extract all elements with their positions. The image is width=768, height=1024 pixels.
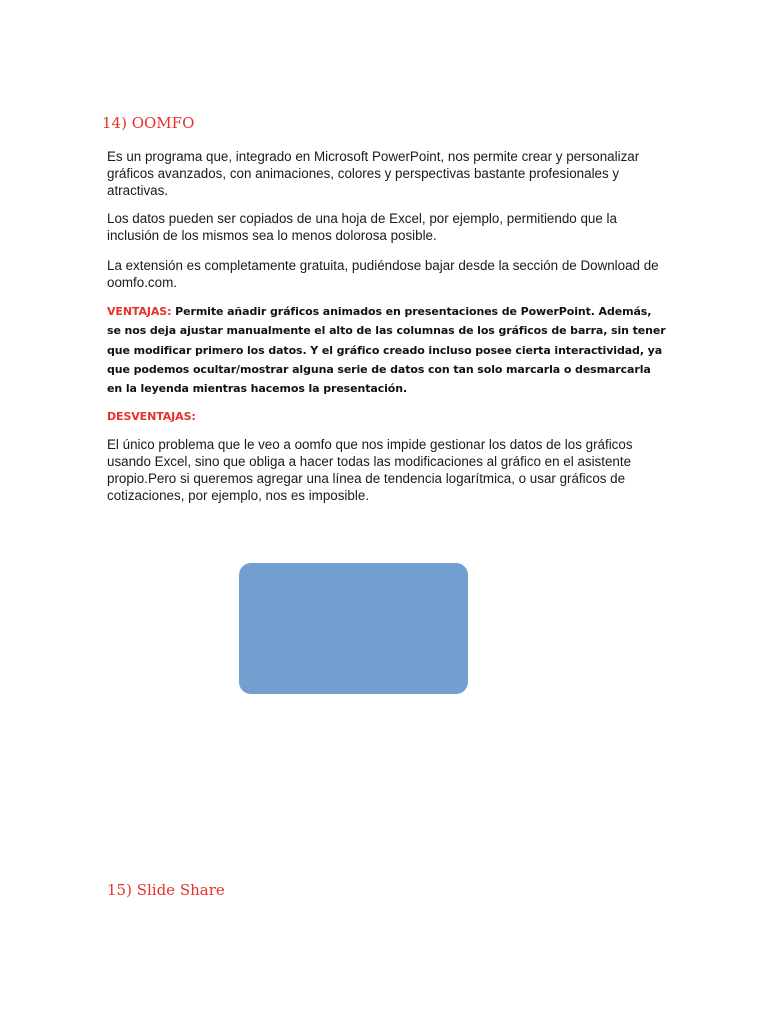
paragraph-excel-data: Los datos pueden ser copiados de una hoja de Excel, por ejemplo, permitiendo que la inclusión de los mismos sea lo menos dolorosa posible.: [107, 211, 617, 243]
blue-rounded-rectangle: [239, 563, 468, 694]
advantages-label: VENTAJAS:: [107, 305, 172, 318]
section-heading-oomfo: 14) OOMFO: [102, 114, 195, 132]
paragraph-extension: La extensión es completamente gratuita, pudiéndose bajar desde la sección de Download de oomfo.com.: [107, 258, 659, 290]
advantages-text: Permite añadir gráficos animados en presentaciones de PowerPoint. Además, se nos deja ajustar manualmente el alto de las columnas de los gráficos de barra, sin tener que modificar primero los datos. Y el gráfico creado incluso posee cierta interactividad, ya que podemos ocultar/mostrar alguna serie de datos con tan solo marcarla o desmarcarla en la leyenda mientras hacemos la presentación.: [107, 305, 666, 396]
section-heading-slideshare: 15) Slide Share: [107, 881, 225, 899]
paragraph-disadvantages: El único problema que le veo a oomfo que nos impide gestionar los datos de los gráficos usando Excel, sino que obliga a hacer todas las modificaciones al gráfico en el asistente propio.Pero si queremos agregar una línea de tendencia logarítmica, o usar gráficos de cotizaciones, por ejemplo, nos es imposible.: [107, 437, 633, 503]
disadvantages-label: DESVENTAJAS:: [107, 410, 196, 423]
advantages-block: [107, 302, 667, 398]
paragraph-description: Es un programa que, integrado en Microsoft PowerPoint, nos permite crear y personalizar gráficos avanzados, con animaciones, colores y perspectivas bastante profesionales y atractivas.: [107, 149, 640, 198]
